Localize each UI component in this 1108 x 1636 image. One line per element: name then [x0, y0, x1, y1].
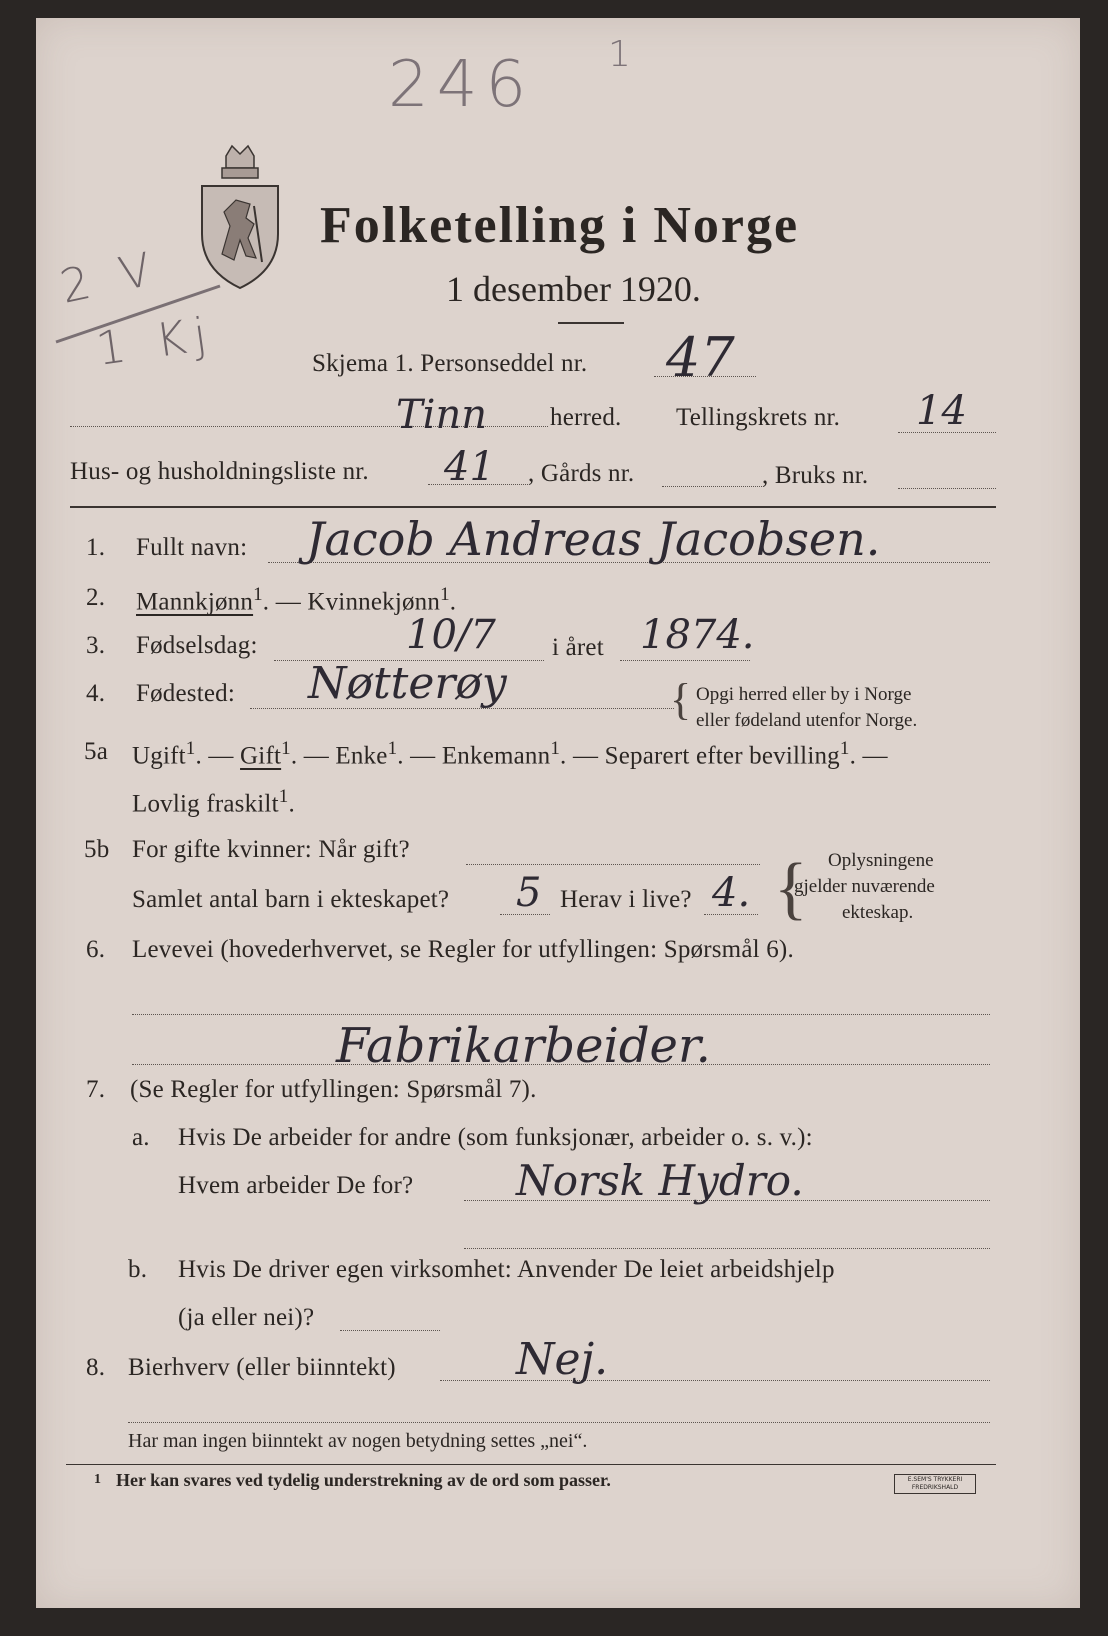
employer-value: Norsk Hydro.: [516, 1156, 804, 1205]
q5b-number: 5b: [84, 836, 110, 863]
pencil-archive-number: 246: [388, 48, 535, 122]
tellingskrets-label: Tellingskrets nr.: [676, 404, 841, 431]
printer-stamp: E.SEM'S TRYKKERI FREDRIKSHALD: [894, 1474, 976, 1494]
birthplace-value: Nøtterøy: [308, 658, 507, 709]
herred-value: Tinn: [396, 392, 487, 438]
q4-label: Fødested:: [136, 680, 236, 707]
q3-label: Fødselsdag:: [136, 632, 258, 659]
q7a-question: Hvem arbeider De for?: [178, 1172, 414, 1199]
occupation-value: Fabrikarbeider.: [336, 1018, 711, 1074]
q2-options: Mannkjønn$^1$. — Kvinnekjønn$^1$.: [136, 584, 457, 616]
q8-label: Bierhverv (eller biinntekt): [128, 1354, 396, 1381]
q3-number: 3.: [86, 632, 106, 659]
q5a-options-line2: Lovlig fraskilt$^1$.: [132, 786, 295, 818]
q1-number: 1.: [86, 534, 106, 561]
option-mannkjonn: Mannkjønn: [136, 588, 254, 616]
pencil-side-mark-bottom: 1 Kj: [92, 305, 219, 377]
q5b-note-line1: Oplysningene: [828, 850, 934, 871]
q7-label: (Se Regler for utfyllingen: Spørsmål 7).: [130, 1076, 537, 1103]
q7b-letter: b.: [128, 1256, 148, 1283]
q3-year-label: i året: [552, 634, 604, 661]
q5a-options: Ugift$^1$. — Gift$^1$. — Enke$^1$. — Enkemann$^1$. — Separert efter bevilling$^1$. —: [132, 738, 888, 770]
q5b-note-line2: gjelder nuværende: [794, 876, 935, 897]
husholdningsliste-label: Hus- og husholdningsliste nr.: [70, 458, 369, 485]
option-gift: Gift: [240, 742, 282, 770]
q4-note-line2: eller fødeland utenfor Norge.: [696, 710, 918, 731]
schema-label: Skjema 1. Personseddel nr.: [312, 350, 588, 377]
footnote-text: Her kan svares ved tydelig understrekning av de ord som passer.: [116, 1470, 611, 1490]
q7-number: 7.: [86, 1076, 106, 1103]
q4-number: 4.: [86, 680, 106, 707]
q6-number: 6.: [86, 936, 106, 963]
herred-label: herred.: [550, 404, 622, 431]
full-name-value: Jacob Andreas Jacobsen.: [306, 512, 881, 566]
q7b-text-line2: (ja eller nei)?: [178, 1304, 315, 1331]
census-form-sheet: 246 1 2 V 1 Kj Folketelling i Norge 1 desember 1920. Skjema 1. Personseddel nr. 47 Tinn herred. Tellingskrets nr. 14 Hus- og husholdningsliste nr. 41 , Gårds nr. , Bruks nr. 1. Fullt navn: Jacob Andreas Jacobsen. 2. Mannkjønn$^1$. — Kvinnekjønn$^1$. 3. Fødselsdag: 10/7 i året 1874. 4. Fødested: Nøtterøy { Opgi herred eller by i Norge eller fødeland utenfor Norge. 5a Ugift$^1$. — Gift$^1$. — Enke$^1$. — Enkemann$^1$. — Separert efter bevilling$^1$. — Lovlig fraskilt$^1$. 5b For gifte kvinner: Når gift? Samlet antal barn i ekteskapet? 5 Herav i live? 4. { Oplysningene gjelder nuværende ekteskap. 6. Levevei (hovederhvervet, se Regler for utfyllingen: Spørsmål 6). Fabrikarbeider. 7. (Se Regler for utfyllingen: Spørsmål 7). a. Hvis De arbeider for andre (som funksjonær, arbeider o. s. v.): Hvem arbeider De for? Norsk Hydro. b. Hvis De driver egen virksomhet: Anvender De leiet arbeidshjelp (ja eller nei)? 8. Bierhverv (eller biinntekt) Nej. Har man ingen biinntekt av nogen betydning settes „nei“. 1 Her kan svares ved tydelig understrekning av de ord som passer. E.SEM'S TRYKKERI FREDRIKSHALD: [36, 18, 1080, 1608]
q6-label: Levevei (hovederhvervet, se Regler for utfyllingen: Spørsmål 6).: [132, 936, 794, 963]
no-income-note: Har man ingen biinntekt av nogen betydning settes „nei“.: [128, 1430, 588, 1452]
birth-date-value: 10/7: [406, 612, 496, 658]
q1-label: Fullt navn:: [136, 534, 248, 561]
tellingskrets-number: 14: [916, 388, 967, 434]
personseddel-number: 47: [666, 326, 735, 389]
q4-note-line1: Opgi herred eller by i Norge: [696, 684, 912, 705]
q5b-alive-label: Herav i live?: [560, 886, 692, 913]
q5a-number: 5a: [84, 738, 108, 765]
q8-number: 8.: [86, 1354, 106, 1381]
side-income-value: Nej.: [516, 1334, 609, 1385]
q7a-text: Hvis De arbeider for andre (som funksjonær, arbeider o. s. v.):: [178, 1124, 813, 1151]
bruks-label: , Bruks nr.: [762, 462, 869, 489]
q5b-children-label: Samlet antal barn i ekteskapet?: [132, 886, 450, 913]
header-section-rule: [70, 506, 996, 508]
pencil-archive-superscript: 1: [608, 34, 639, 75]
children-alive-value: 4.: [712, 870, 751, 916]
q5b-note-line3: ekteskap.: [842, 902, 914, 923]
q7a-letter: a.: [132, 1124, 150, 1151]
option-kvinnekjonn: Kvinnekjønn: [307, 588, 441, 616]
pencil-side-mark-top: 2 V: [55, 240, 164, 314]
title-divider: [558, 322, 624, 324]
gards-label: , Gårds nr.: [528, 460, 635, 487]
husholdningsliste-number: 41: [444, 444, 495, 490]
q7b-text: Hvis De driver egen virksomhet: Anvender De leiet arbeidshjelp: [178, 1256, 835, 1283]
children-total-value: 5: [516, 870, 542, 916]
q2-number: 2.: [86, 584, 106, 611]
coat-of-arms-icon: [196, 142, 284, 292]
form-title: Folketelling i Norge: [320, 197, 800, 254]
q5b-label: For gifte kvinner: Når gift?: [132, 836, 410, 863]
footnote-mark: 1: [94, 1472, 101, 1487]
census-date: 1 desember 1920.: [446, 269, 701, 309]
birth-year-value: 1874.: [640, 612, 755, 658]
